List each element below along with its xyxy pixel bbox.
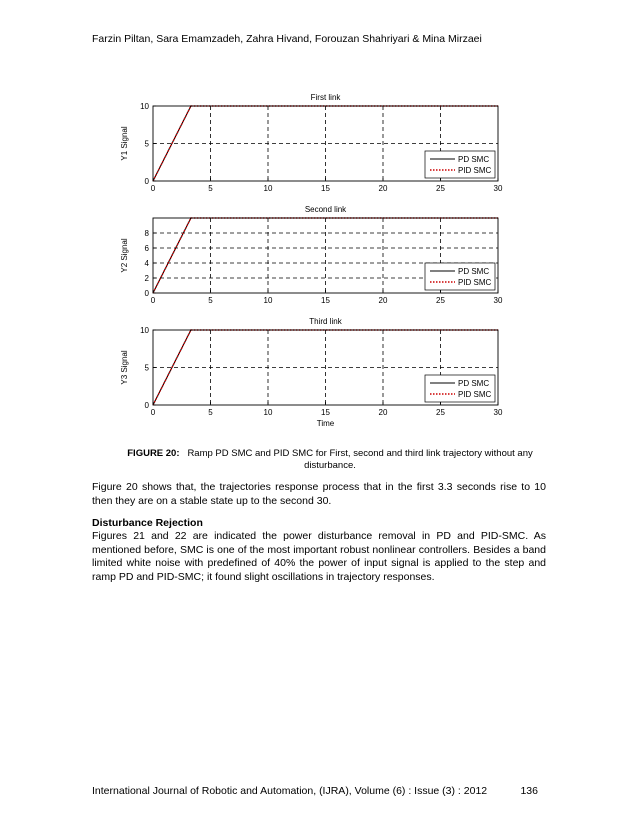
x-tick-label: 10 [263,184,273,193]
x-tick-label: 20 [378,296,388,305]
y-axis-label: Y3 Signal [120,350,129,385]
y-tick-label: 2 [144,274,149,283]
journal-citation: International Journal of Robotic and Automation, (IJRA), Volume (6) : Issue (3) : 2012 [92,785,488,797]
subplot-2 [120,205,503,305]
subplot-1 [120,93,503,193]
x-tick-label: 15 [321,184,330,193]
x-tick-label: 0 [150,296,156,305]
y-tick-label: 0 [144,177,149,186]
y-tick-label: 5 [144,363,149,373]
subplot-title: Third link [309,317,342,326]
x-tick-label: 5 [208,296,213,305]
x-tick-label: 0 [150,408,156,417]
x-tick-label: 25 [436,184,445,193]
y-axis-label: Y1 Signal [120,126,129,161]
x-tick-label: 20 [378,408,388,417]
x-tick-label: 25 [436,296,445,305]
subplot-title: Second link [304,205,347,214]
paragraph-figure-description: Figure 20 shows that, the trajectories response process that in the first 3.3 seconds rise to 10 then they are on a stable state up to the second 30. [92,481,546,507]
y-axis-label: Y2 Signal [120,238,129,273]
x-tick-label: 10 [263,296,273,305]
y-tick-label: 4 [144,259,149,268]
running-header: Farzin Piltan, Sara Emamzadeh, Zahra Hivand, Forouzan Shahriyari & Mina Mirzaei [92,33,482,45]
x-tick-label: 5 [208,184,213,193]
paragraph-disturbance: Figures 21 and 22 are indicated the power disturbance removal in PD and PID-SMC. As mentioned before, SMC is one of the most important robust nonlinear controllers. Besides a band limited white noise with predefined of 40% the power of input signal is applied to the step and ramp PD and PID-SMC; it found slight oscillations in trajectory responses. [92,530,546,583]
legend-label: PD SMC [458,267,490,276]
legend-label: PD SMC [458,155,490,164]
caption-text: Ramp PD SMC and PID SMC for First, second and third link trajectory without any disturbance. [187,448,533,471]
y-tick-label: 8 [144,229,149,238]
legend-label: PID SMC [458,278,492,287]
x-tick-label: 15 [321,296,330,305]
x-axis-label: Time [316,419,335,428]
y-tick-label: 6 [144,244,149,253]
figure-caption [120,448,540,472]
page-footer [92,785,546,797]
y-tick-label: 10 [140,102,149,111]
page-number: 136 [520,785,538,797]
legend-label: PID SMC [458,166,492,175]
x-tick-label: 30 [493,184,503,193]
y-tick-label: 5 [144,139,149,149]
x-tick-label: 20 [378,184,388,193]
y-tick-label: 0 [144,401,149,410]
x-tick-label: 25 [436,408,445,417]
y-tick-label: 0 [144,289,149,298]
caption-label: FIGURE 20: [127,448,180,459]
x-tick-label: 30 [493,296,503,305]
x-tick-label: 5 [208,408,213,417]
x-tick-label: 0 [150,184,156,193]
x-tick-label: 15 [321,408,330,417]
subplot-3 [120,317,503,428]
section-title: Disturbance Rejection [92,517,203,529]
x-tick-label: 30 [493,408,503,417]
y-tick-label: 10 [140,326,149,335]
legend-label: PID SMC [458,390,492,399]
subplot-title: First link [310,93,341,102]
legend-label: PD SMC [458,379,490,388]
x-tick-label: 10 [263,408,273,417]
